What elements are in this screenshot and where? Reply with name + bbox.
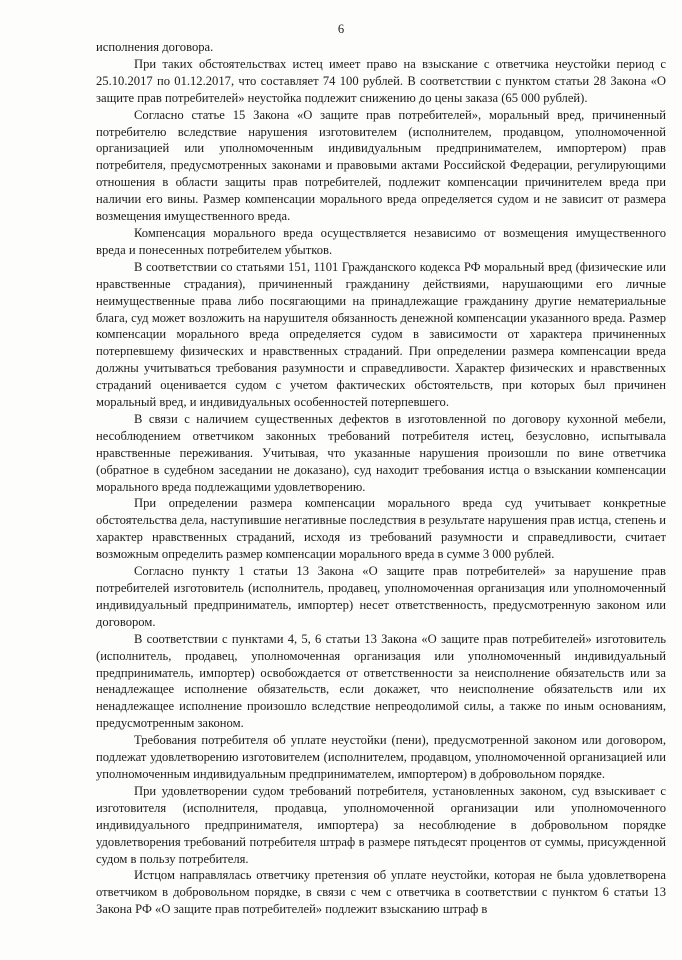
paragraph-claim-not-satisfied: Истцом направлялась ответчику претензия об уплате неустойки, которая не была удовлетворена ответчиком в добровольном порядке, в связи с чем с ответчика в соответствии с пунктом 6 статьи 13 Закона РФ «О защите прав потребителей» подлежит взысканию штраф в — [96, 868, 666, 917]
paragraph-compensation-independent: Компенсация морального вреда осуществляется независимо от возмещения имущественного вреда и понесенных потребителем убытков. — [96, 225, 666, 257]
paragraph-penalty-period: При таких обстоятельствах истец имеет право на взыскание с ответчика неустойки период с 25.10.2017 по 01.12.2017, что составляет 74 100 рублей. В соответствии с пунктом статьи 28 Закона «О защите прав потребителей» неустойка подлежит снижению до цены заказа (65 000 рублей). — [96, 56, 666, 105]
paragraph-article-13-points-4-6: В соответствии с пунктами 4, 5, 6 статьи 13 Закона «О защите прав потребителей» изготовитель (исполнитель, продавец, уполномоченная организация или уполномоченный индивидуальный предприниматель, импортер) освобождается от ответственности за неисполнение обязательств или за ненадлежащее исполнение обязательств, если докажет, что неисполнение обязательств или их ненадлежащее исполнение произошло вследствие непреодолимой силы, а также по иным основаниям, предусмотренным законом. — [96, 631, 666, 731]
paragraph-moral-damage-amount: При определении размера компенсации морального вреда суд учитывает конкретные обстоятельства дела, наступившие негативные последствия в результате нарушения прав истца, степень и характер нравственных страданий, исходя из требований разумности и справедливости, считает возможным определить размер компенсации морального вреда в сумме 3 000 рублей. — [96, 496, 666, 562]
paragraph-articles-151-1101: В соответствии со статьями 151, 1101 Гражданского кодекса РФ моральный вред (физические или нравственные страдания), причиненный гражданину действиями, нарушающими его личные неимущественные права либо посягающими на принадлежащие гражданину другие нематериальные блага, суд может возложить на нарушителя обязанность денежной компенсации указанного вреда. Размер компенсации морального вреда определяется судом в зависимости от характера причиненных потерпевшему физических и нравственных страданий. При определении размера компенсации вреда должны учитываться требования разумности и справедливости. Характер физических и нравственных страданий оценивается судом с учетом фактических обстоятельств, при которых был причинен моральный вред, и индивидуальных особенностей потерпевшего. — [96, 259, 666, 410]
paragraph-kitchen-defects: В связи с наличием существенных дефектов в изготовленной по договору кухонной мебели, несоблюдением ответчиком законных требований потребителя истец, безусловно, испытывала нравственные переживания. Учитывая, что указанные нарушения произошли по вине ответчика (обратное в судебном заседании не доказано), суд находит требования истца о взыскании компенсации морального вреда подлежащими удовлетворению. — [96, 411, 666, 494]
page-number: 6 — [337, 22, 345, 36]
document-body — [96, 39, 666, 918]
paragraph-penalty-voluntary: Требования потребителя об уплате неустойки (пени), предусмотренной законом или договором, подлежат удовлетворению изготовителем (исполнителем, продавцом, уполномоченной организацией или уполномоченным индивидуальным предпринимателем, импортером) в добровольном порядке. — [96, 733, 666, 781]
paragraph-article-13-point-1: Согласно пункту 1 статьи 13 Закона «О защите прав потребителей» за нарушение прав потребителей изготовитель (исполнитель, продавец, уполномоченная организация или уполномоченный индивидуальный предприниматель, импортер) несет ответственность, предусмотренную законом или договором. — [96, 564, 666, 629]
paragraph-article-15: Согласно статье 15 Закона «О защите прав потребителей», моральный вред, причиненный потребителю вследствие нарушения изготовителем (исполнителем, продавцом, уполномоченной организацией или уполномоченным индивидуальным предпринимателем, импортером) прав потребителя, предусмотренных законами и правовыми актами Российской Федерации, регулирующими отношения в области защиты прав потребителей, подлежит компенсации причинителем вреда при наличии его вины. Размер компенсации морального вреда определяется судом и не зависит от размера возмещения имущественного вреда. — [96, 107, 666, 224]
paragraph-continuation: исполнения договора. — [96, 40, 214, 54]
paragraph-fine-fifty-percent: При удовлетворении судом требований потребителя, установленных законом, суд взыскивает с изготовителя (исполнителя, продавца, уполномоченной организации или уполномоченного индивидуального предпринимателя, импортера) за несоблюдение в добровольном порядке удовлетворения требований потребителя штраф в размере пятьдесят процентов от суммы, присужденной судом в пользу потребителя. — [96, 783, 666, 866]
